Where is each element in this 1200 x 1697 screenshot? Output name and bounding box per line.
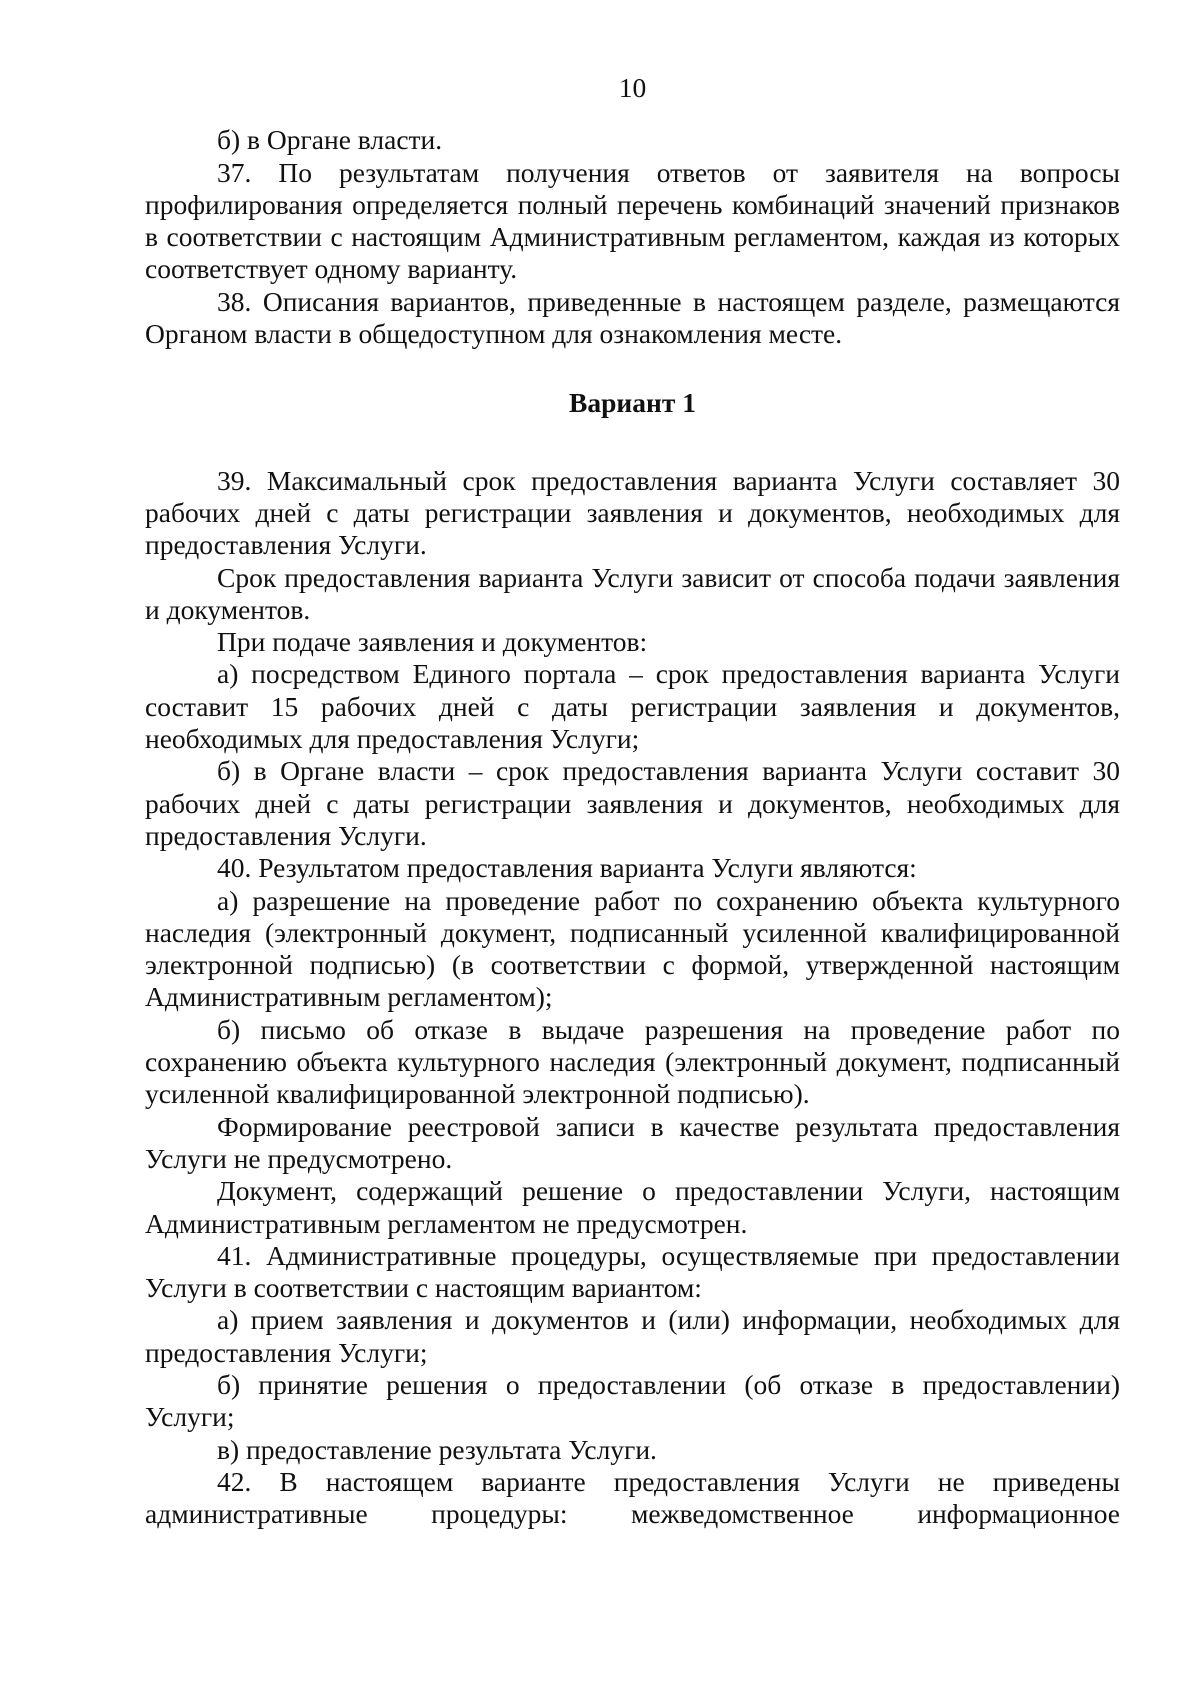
- paragraph-procedure-b: б) принятие решения о предоставлении (об отказе в предоставлении) Услуги;: [145, 1368, 1120, 1433]
- section-heading-variant-1: Вариант 1: [569, 387, 696, 419]
- paragraph-42: 42. В настоящем варианте предоставления Услуги не приведены административные процедуры: межведомственное информационное: [145, 1465, 1120, 1530]
- paragraph-40: 40. Результатом предоставления варианта Услуги являются:: [217, 852, 917, 884]
- paragraph-intro-b: б) в Органе власти.: [217, 124, 443, 156]
- paragraph-procedure-c: в) предоставление результата Услуги.: [217, 1433, 657, 1465]
- paragraph-41: 41. Административные процедуры, осуществляемые при предоставлении Услуги в соответствии с настоящим вариантом:: [145, 1239, 1120, 1304]
- paragraph-37: 37. По результатам получения ответов от заявителя на вопросы профилирования определяется полный перечень комбинаций значений признаков в соответствии с настоящим Административным регламентом, каждая из которых соответствует одному варианту.: [145, 156, 1120, 285]
- paragraph-submission-intro: При подаче заявления и документов:: [217, 626, 648, 658]
- page-number: 10: [618, 72, 647, 103]
- paragraph-term-dependency: Срок предоставления варианта Услуги зависит от способа подачи заявления и документов.: [145, 561, 1120, 625]
- paragraph-result-a: а) разрешение на проведение работ по сохранению объекта культурного наследия (электронный документ, подписанный усиленной квалифицированной электронной подписью) (в соответствии с формой, утвержденной настоящим Административным регламентом);: [145, 884, 1120, 1013]
- paragraph-38: 38. Описания вариантов, приведенные в настоящем разделе, размещаются Органом власти в общедоступном для ознакомления месте.: [145, 285, 1120, 350]
- paragraph-submission-b: б) в Органе власти – срок предоставления варианта Услуги составит 30 рабочих дней с даты регистрации заявления и документов, необходимых для предоставления Услуги.: [145, 755, 1120, 851]
- document-page: [145, 72, 1120, 1530]
- paragraph-result-b: б) письмо об отказе в выдаче разрешения на проведение работ по сохранению объекта культурного наследия (электронный документ, подписанный усиленной квалифицированной электронной подписью).: [145, 1013, 1120, 1110]
- paragraph-registry-entry: Формирование реестровой записи в качестве результата предоставления Услуги не предусмотрено.: [145, 1110, 1120, 1174]
- paragraph-decision-document: Документ, содержащий решение о предоставлении Услуги, настоящим Административным регламентом не предусмотрен.: [145, 1175, 1120, 1239]
- paragraph-39: 39. Максимальный срок предоставления варианта Услуги составляет 30 рабочих дней с даты регистрации заявления и документов, необходимых для предоставления Услуги.: [145, 464, 1120, 561]
- paragraph-procedure-a: а) прием заявления и документов и (или) информации, необходимых для предоставления Услуги;: [145, 1304, 1120, 1368]
- paragraph-submission-a: а) посредством Единого портала – срок предоставления варианта Услуги составит 15 рабочих дней с даты регистрации заявления и документов, необходимых для предоставления Услуги;: [145, 658, 1120, 755]
